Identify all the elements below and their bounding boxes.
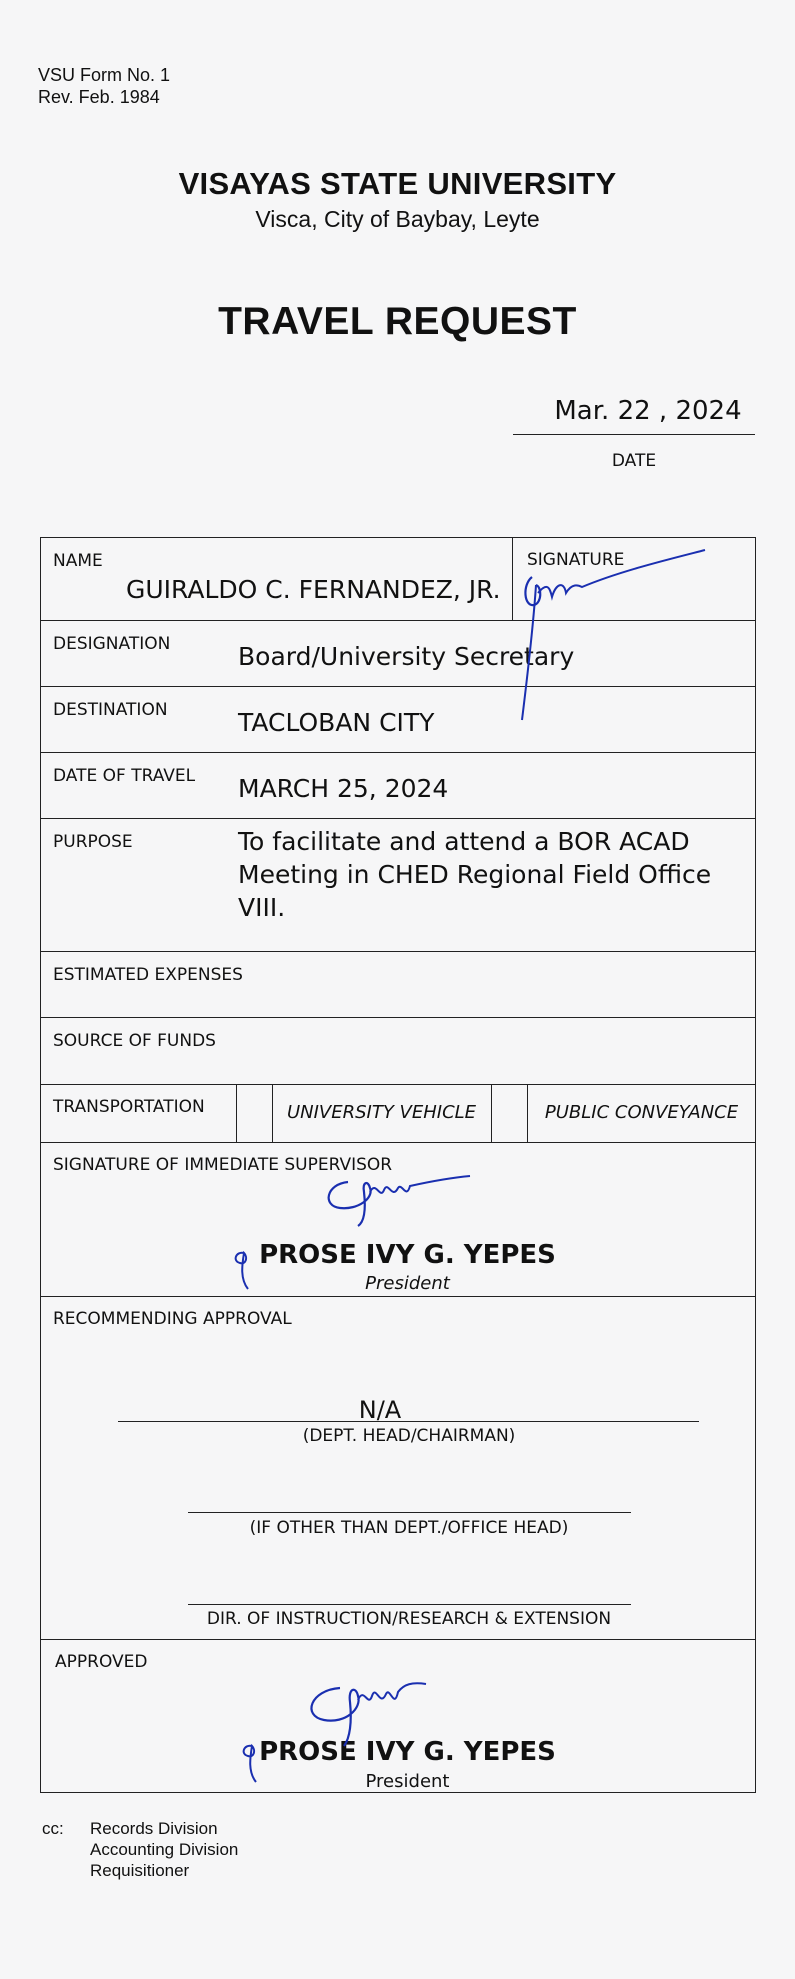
- row-divider: [40, 752, 756, 753]
- applicant-signature: [520, 545, 720, 725]
- cc-item: Requisitioner: [90, 1861, 190, 1880]
- cc-list: [90, 1818, 238, 1881]
- row-divider: [40, 1017, 756, 1018]
- cc-label: cc:: [42, 1819, 64, 1838]
- name-label: NAME: [53, 551, 103, 571]
- university-vehicle-option: UNIVERSITY VEHICLE: [286, 1102, 477, 1123]
- source-of-funds-label: SOURCE OF FUNDS: [53, 1031, 216, 1051]
- director-label: DIR. OF INSTRUCTION/RESEARCH & EXTENSION: [206, 1609, 612, 1629]
- revision-text: Rev. Feb. 1984: [38, 87, 160, 107]
- approved-label: APPROVED: [55, 1652, 148, 1672]
- row-divider: [40, 818, 756, 819]
- date-of-travel-value: MARCH 25, 2024: [238, 774, 449, 803]
- date-label: DATE: [611, 451, 657, 471]
- purpose-line: To facilitate and attend a BOR ACAD: [238, 827, 690, 856]
- other-head-label: (IF OTHER THAN DEPT./OFFICE HEAD): [249, 1518, 569, 1538]
- approver-name: PROSE IVY G. YEPES: [259, 1737, 556, 1767]
- date-underline: [513, 434, 755, 435]
- date-value: Mar. 22 , 2024: [554, 396, 742, 426]
- supervisor-title: President: [365, 1273, 450, 1294]
- director-line: [188, 1604, 631, 1605]
- public-conveyance-option: PUBLIC CONVEYANCE: [544, 1102, 739, 1123]
- dept-head-value: N/A: [358, 1396, 402, 1424]
- signature-divider: [512, 537, 513, 621]
- recommending-label: RECOMMENDING APPROVAL: [53, 1309, 292, 1329]
- university-address: Visca, City of Baybay, Leyte: [255, 206, 540, 232]
- date-of-travel-label: DATE OF TRAVEL: [53, 766, 196, 786]
- page-title: TRAVEL REQUEST: [218, 300, 577, 343]
- approver-initial: [236, 1738, 266, 1788]
- approver-signature: [300, 1672, 440, 1752]
- approver-title: President: [365, 1771, 450, 1792]
- purpose-value: [238, 825, 711, 924]
- form-no-text: VSU Form No. 1: [38, 65, 171, 85]
- row-divider: [40, 1296, 756, 1297]
- row-divider: [40, 951, 756, 952]
- university-name: VISAYAS STATE UNIVERSITY: [178, 166, 617, 201]
- row-divider: [40, 1142, 756, 1143]
- transportation-label: TRANSPORTATION: [53, 1097, 205, 1117]
- transport-divider: [236, 1084, 237, 1142]
- supervisor-label: SIGNATURE OF IMMEDIATE SUPERVISOR: [53, 1155, 393, 1175]
- name-value: GUIRALDO C. FERNANDEZ, JR.: [126, 575, 501, 604]
- estimated-expenses-label: ESTIMATED EXPENSES: [53, 965, 243, 985]
- cc-item: Accounting Division: [90, 1840, 239, 1859]
- cc-item: Records Division: [90, 1819, 218, 1838]
- purpose-label: PURPOSE: [53, 832, 133, 852]
- purpose-line: VIII.: [238, 893, 286, 922]
- supervisor-name: PROSE IVY G. YEPES: [259, 1240, 556, 1270]
- designation-value: Board/University Secretary: [238, 642, 575, 671]
- destination-value: TACLOBAN CITY: [238, 708, 435, 737]
- dept-head-label: (DEPT. HEAD/CHAIRMAN): [302, 1426, 516, 1446]
- transport-divider: [491, 1084, 492, 1142]
- form-number: [38, 64, 170, 108]
- purpose-line: Meeting in CHED Regional Field Office: [238, 860, 712, 889]
- other-head-line: [188, 1512, 631, 1513]
- row-divider: [40, 1084, 756, 1085]
- supervisor-signature: [318, 1170, 478, 1230]
- signature-label: SIGNATURE: [527, 550, 625, 570]
- destination-label: DESTINATION: [53, 700, 168, 720]
- supervisor-initial: [228, 1245, 258, 1295]
- designation-label: DESIGNATION: [53, 634, 171, 654]
- row-divider: [40, 1639, 756, 1640]
